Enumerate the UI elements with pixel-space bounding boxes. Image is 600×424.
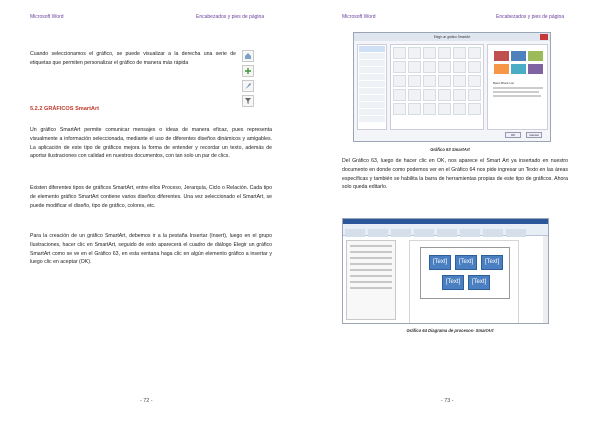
smartart-frame[interactable] bbox=[420, 247, 510, 299]
smartart-box-3[interactable]: [Text] bbox=[481, 255, 503, 270]
preview-title: Basic Block List bbox=[493, 81, 515, 85]
text-pane[interactable] bbox=[346, 240, 396, 320]
paragraph-1: Un gráfico SmartArt permite comunicar mensajes o ideas de manera eficaz, pues representa visualmente a información seleccionada, mediante el uso de diferentes diseños dinámicos y amigables. La aplicación de este tipo de gráficos mejora la forma de entender y recordar un texto, además de aportar ilustraciones con calidad en nuestros documentos, con tan solo un par de clics. bbox=[30, 127, 272, 160]
close-icon[interactable] bbox=[540, 34, 548, 40]
ok-button[interactable]: OK bbox=[505, 132, 521, 138]
word-smartart-screenshot bbox=[342, 218, 549, 324]
caption-graphic-64: Gráfico 64 Diagrama de procesos- SmartArt bbox=[406, 328, 494, 333]
smartart-box-2[interactable]: [Text] bbox=[455, 255, 477, 270]
page-number-right: - 73 - bbox=[441, 398, 454, 404]
header-right-title: Encabezados y pies de página bbox=[196, 14, 265, 20]
paragraph-3: Para la creación de un gráfico SmartArt, debemos ir a la pestaña Insertar (Insert), luego en el grupo Ilustraciones, hacer clic en SmartArt, seguido de esto aparecerá el cuadro de diálogo Elegir un gráfico SmartArt como se ve en el Gráfico 63, en esta ventana haga clic en algún elemento gráfico a insertar y luego clic en aceptar (OK). bbox=[30, 233, 272, 266]
header-left-title-right: Microsoft Word bbox=[342, 14, 376, 20]
page-number-left: - 72 - bbox=[140, 398, 153, 404]
ribbon bbox=[343, 219, 548, 236]
smartart-dialog-screenshot bbox=[353, 32, 551, 142]
header-left-title: Microsoft Word bbox=[30, 14, 64, 20]
home-icon[interactable] bbox=[242, 50, 254, 62]
smartart-box-5[interactable]: [Text] bbox=[468, 275, 490, 290]
section-heading: 5.2.2 GRÁFICOS SmartArt bbox=[30, 106, 100, 112]
intro-paragraph: Cuando seleccionamos el gráfico, se puede visualizar a la derecha una serie de etiquetas que permiten personalizar el gráfico de manera más rápida bbox=[30, 51, 236, 66]
brush-icon[interactable] bbox=[242, 80, 254, 92]
chart-tool-icons bbox=[242, 50, 258, 110]
smartart-box-4[interactable]: [Text] bbox=[442, 275, 464, 290]
caption-graphic-63: Gráfico 63 SmartArt bbox=[430, 147, 470, 152]
header-right-title-right: Encabezados y pies de página bbox=[496, 14, 565, 20]
layout-preview bbox=[487, 44, 548, 130]
dialog-title: Elegir un gráfico SmartArt bbox=[354, 33, 550, 41]
category-list[interactable] bbox=[357, 44, 387, 130]
smartart-box-1[interactable]: [Text] bbox=[429, 255, 451, 270]
scrollbar[interactable] bbox=[543, 236, 548, 324]
paragraph-2: Existen diferentes tipos de gráficos SmartArt, entre ellos Proceso, Jerarquía, Ciclo o Relación. Cada tipo de elemento gráfico SmartArt contiene varios diseños diferentes. Una vez seleccionado el SmartArt, se puede modificar el diseño, tipo de gráfico, colores, etc. bbox=[30, 185, 272, 209]
plus-icon[interactable] bbox=[242, 65, 254, 77]
cancel-button[interactable]: Cancel bbox=[526, 132, 542, 138]
document-page bbox=[409, 240, 519, 324]
filter-icon[interactable] bbox=[242, 95, 254, 107]
right-paragraph: Del Gráfico 63, luego de hacer clic en OK, nos aparece el Smart Art ya insertado en nuestro documento en donde como podemos ver en el Gráfico 64 nos pide ingresar un Texto en las áreas específicas y también se habilita la barra de herramientas propias de este tipo de gráficos. Ahora solo queda editarlo. bbox=[342, 158, 568, 191]
layout-gallery[interactable] bbox=[390, 44, 484, 130]
